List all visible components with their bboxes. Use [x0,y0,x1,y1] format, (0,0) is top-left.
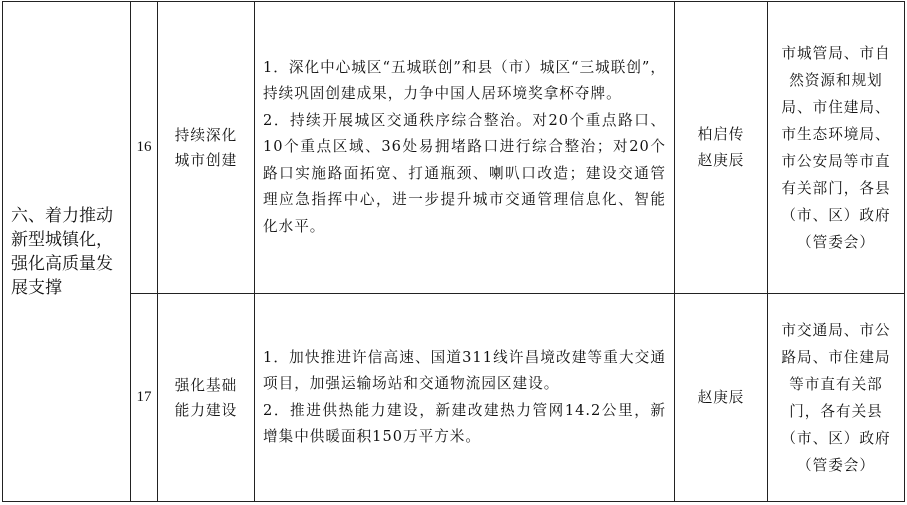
measure-item: 2．持续开展城区交通秩序综合整治。对20个重点路口、10个重点区域、36处易拥堵路口进行综合整治；对20个路口实施路面拓宽、打通瓶颈、喇叭口改造；建设交通管理应急指挥中心，进一步提升城市交通管理信息化、智能化水平。 [263,111,666,235]
table-row [3,294,905,502]
task-name-cell [158,294,255,502]
leader-name: 柏启传 [697,125,745,143]
task-table [2,1,905,502]
responsible-units-cell: 市城管局、市自然资源和规划局、市住建局、市生态环境局、市公安局等市直有关部门，各县（市、区）政府（管委会） [768,2,905,294]
task-name-cell [158,2,255,294]
task-name-line: 城市创建 [174,151,238,169]
row-number: 16 [131,2,158,294]
table-row [3,2,905,294]
task-name-line: 持续深化 [174,126,238,144]
responsible-units-cell: 市交通局、市公路局、市住建局等市直有关部门，各有关县（市、区）政府（管委会） [768,294,905,502]
measure-item: 2．推进供热能力建设，新建改建热力管网14.2公里，新增集中供暖面积150万平方米。 [263,401,666,445]
measures-cell [255,294,675,502]
measure-item: 1．深化中心城区“五城联创”和县（市）城区“三城联创”，持续巩固创建成果，力争中国人居环境奖拿杯夺牌。 [263,58,666,103]
leader-name: 赵庚辰 [697,151,745,169]
row-number: 17 [131,294,158,502]
task-name-line: 能力建设 [174,401,238,419]
measures-cell [255,2,675,294]
leader-cell [675,2,768,294]
category-cell: 六、着力推动新型城镇化，强化高质量发展支撑 [3,2,131,502]
leader-cell [675,294,768,502]
leader-name: 赵庚辰 [697,388,745,406]
measure-item: 1．加快推进许信高速、国道311线许昌境改建等重大交通项目，加强运输场站和交通物流园区建设。 [263,348,666,392]
task-name-line: 强化基础 [174,376,238,394]
